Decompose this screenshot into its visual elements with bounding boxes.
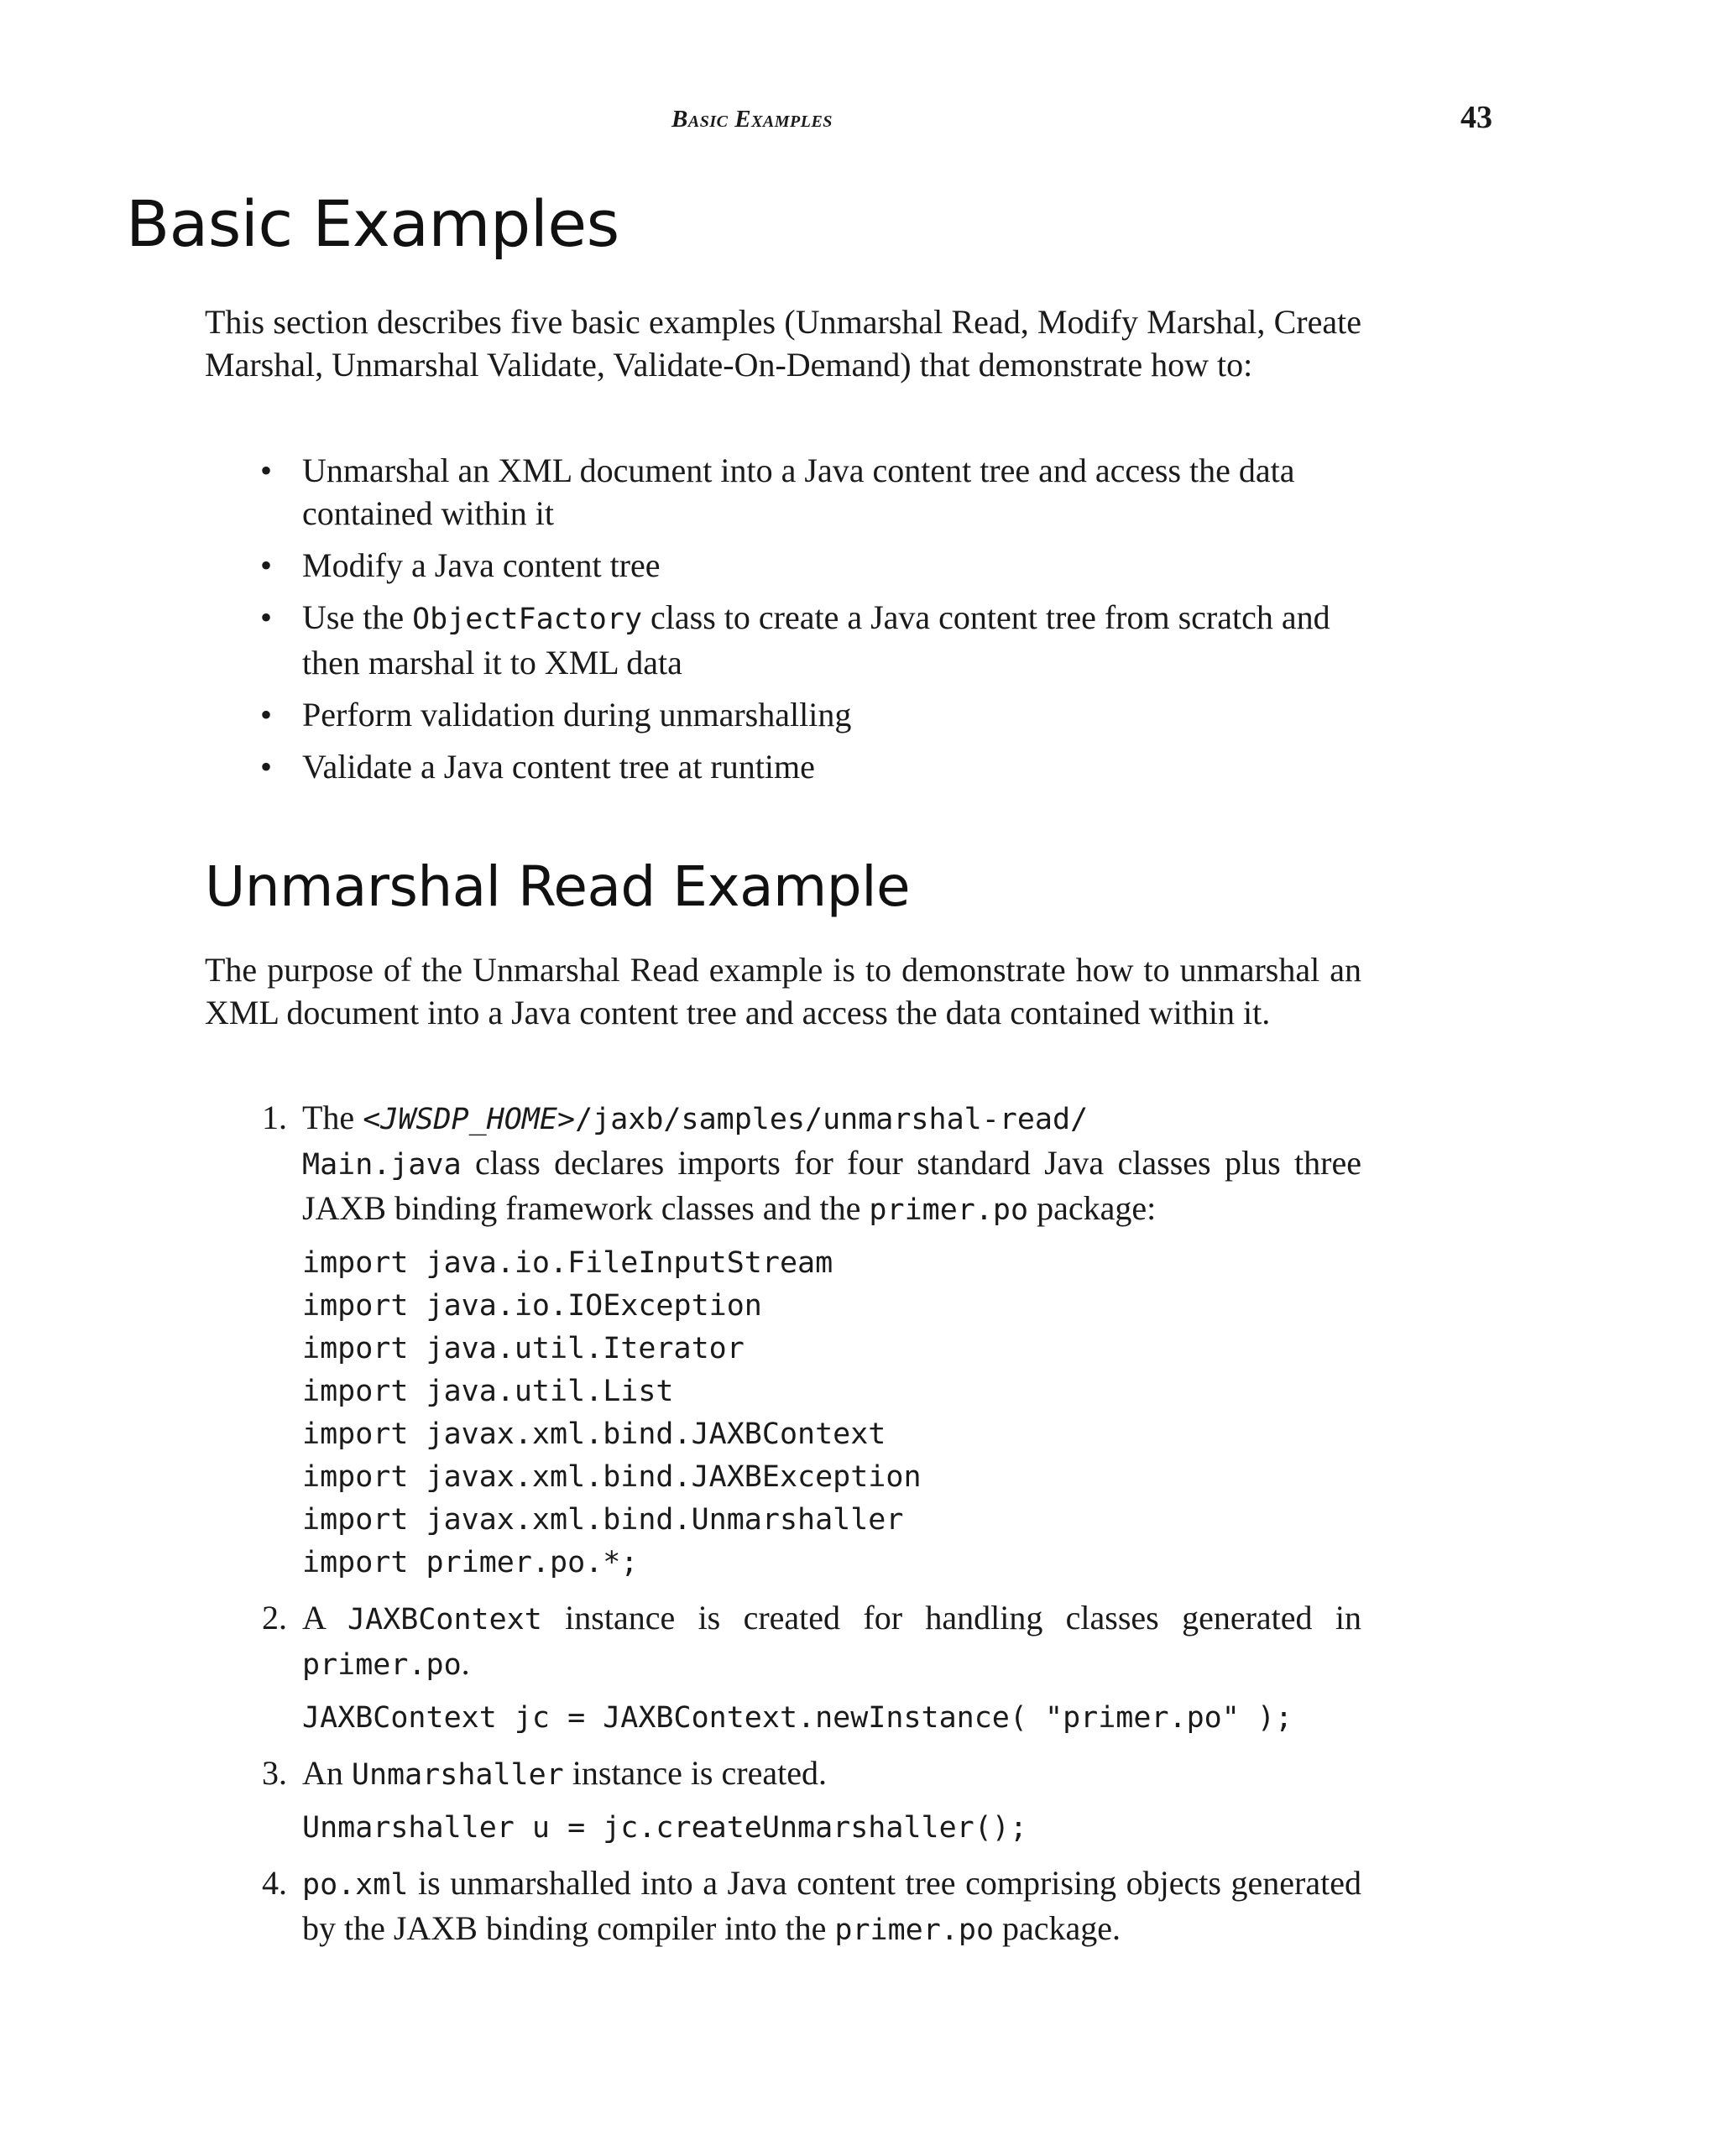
bullet-text: Unmarshal an XML document into a Java content tree and access the data contained within it <box>302 452 1295 532</box>
inline-code: primer.po <box>834 1913 995 1947</box>
step-text-post: package. <box>994 1909 1121 1947</box>
bullet-text-post: class to create a Java content tree from scratch and then marshal it to XML data <box>302 598 1330 681</box>
bullet-text: Validate a Java content tree at runtime <box>302 748 815 786</box>
bullet-glyph: • <box>260 452 273 489</box>
inline-code: ObjectFactory <box>412 603 643 636</box>
list-item <box>205 596 1361 684</box>
running-title: Basic Examples <box>671 106 833 133</box>
step-number: 1. <box>262 1099 287 1136</box>
purpose-paragraph: The purpose of the Unmarshal Read example is to demonstrate how to unmarshal an XML document into a Java content tree and access the data contained within it. <box>205 951 1361 1031</box>
step-text <box>302 1861 1361 1952</box>
section-title-unmarshal-read: Unmarshal Read Example <box>205 854 911 919</box>
step-text-post: . <box>461 1644 470 1682</box>
inline-code-path: /jaxb/samples/unmarshal-read/ <box>575 1103 1089 1136</box>
step-text-pre: The <box>302 1099 363 1136</box>
step-text-post: instance is created. <box>563 1754 827 1792</box>
step-text <box>302 1096 1361 1232</box>
step-text-pre: An <box>302 1754 352 1792</box>
section-title-basic-examples: Basic Examples <box>126 186 619 261</box>
bullet-glyph: • <box>260 696 273 733</box>
example-bullet-list <box>205 449 1361 797</box>
code-block-imports: import java.io.FileInputStream import java.io.IOException import java.util.Iterator import java.util.List import javax.xml.bind.JAXBContext import javax.xml.bind.JAXBException import javax.xml.bind.Unmarshaller import primer.po.*; <box>302 1246 922 1579</box>
inline-code: po.xml <box>302 1868 409 1902</box>
numbered-steps <box>205 1096 1361 1964</box>
step-text-post: package: <box>1028 1189 1157 1227</box>
step-2 <box>205 1596 1361 1740</box>
bullet-glyph: • <box>260 546 273 584</box>
running-head <box>0 99 1504 141</box>
inline-code-jwsdp-home: <JWSDP_HOME> <box>363 1103 576 1136</box>
step-text-mid: class declares imports for four standard Java classes plus three JAXB binding framework classes and the <box>302 1144 1361 1227</box>
step-number: 2. <box>262 1599 287 1637</box>
bullet-text: Perform validation during unmarshalling <box>302 696 852 733</box>
list-item <box>205 745 1361 788</box>
step-3 <box>205 1751 1361 1850</box>
page-number: 43 <box>1460 100 1492 135</box>
bullet-glyph: • <box>260 598 273 636</box>
step-text-mid: instance is created for handling classes generated in <box>541 1599 1361 1637</box>
step-1 <box>205 1096 1361 1584</box>
code-block-context: JAXBContext jc = JAXBContext.newInstance( "primer.po" ); <box>302 1701 1293 1735</box>
step-number: 4. <box>262 1864 287 1902</box>
intro-paragraph: This section describes five basic examples (Unmarshal Read, Modify Marshal, Create Marshal, Unmarshal Validate, Validate-On-Demand) that demonstrate how to: <box>205 303 1361 384</box>
step-text-pre: A <box>302 1599 348 1637</box>
step-text-mid: is unmarshalled into a Java content tree comprising objects generated by the JAXB binding compiler into the <box>302 1864 1361 1947</box>
list-item <box>205 544 1361 587</box>
code-block-unmarshaller: Unmarshaller u = jc.createUnmarshaller(); <box>302 1811 1027 1845</box>
inline-code: JAXBContext <box>347 1603 542 1637</box>
inline-code: primer.po <box>302 1648 462 1682</box>
list-item <box>205 449 1361 535</box>
inline-code: Unmarshaller <box>351 1758 564 1792</box>
list-item <box>205 693 1361 736</box>
bullet-text-pre: Use the <box>302 598 413 636</box>
step-number: 3. <box>262 1754 287 1792</box>
inline-code-file: Main.java <box>302 1148 462 1182</box>
step-4 <box>205 1861 1361 1952</box>
step-text <box>302 1751 1361 1797</box>
inline-code-package: primer.po <box>869 1193 1029 1227</box>
bullet-glyph: • <box>260 748 273 786</box>
bullet-text: Modify a Java content tree <box>302 546 661 584</box>
step-text <box>302 1596 1361 1687</box>
